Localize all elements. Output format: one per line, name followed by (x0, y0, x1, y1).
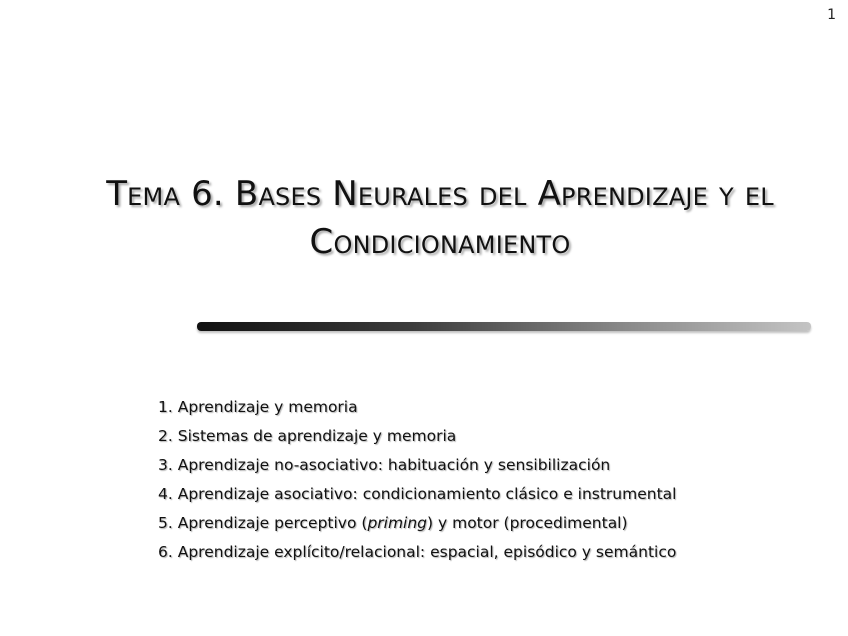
agenda-item-text-italic: priming (367, 514, 428, 532)
page-number: 1 (827, 7, 836, 23)
agenda-item (158, 480, 676, 509)
slide-title-line-2: Condicionamiento (309, 222, 571, 262)
agenda-item (158, 422, 676, 451)
title-divider (197, 322, 811, 331)
agenda-item-number: 2. (158, 427, 173, 445)
agenda-item-number: 4. (158, 485, 173, 503)
agenda-item-number: 1. (158, 398, 173, 416)
agenda-item-text-before: Aprendizaje perceptivo ( (177, 514, 368, 532)
agenda-item (158, 538, 676, 567)
slide-title (40, 170, 840, 266)
agenda-item-text: Aprendizaje explícito/relacional: espacial, episódico y semántico (177, 543, 677, 561)
agenda-item-number: 5. (158, 514, 173, 532)
agenda-item-text: Aprendizaje no-asociativo: habituación y sensibilización (177, 456, 611, 474)
agenda-item-text: Sistemas de aprendizaje y memoria (177, 427, 457, 445)
agenda-item (158, 393, 676, 422)
agenda-item-number: 6. (158, 543, 173, 561)
slide-title-line-1: Tema 6. Bases Neurales del Aprendizaje y el (106, 174, 774, 214)
agenda-item (158, 451, 676, 480)
agenda-item-text-after: ) y motor (procedimental) (427, 514, 628, 532)
agenda-item-text: Aprendizaje asociativo: condicionamiento clásico e instrumental (177, 485, 677, 503)
agenda-list (158, 393, 676, 567)
agenda-item-text: Aprendizaje y memoria (177, 398, 358, 416)
agenda-item-number: 3. (158, 456, 173, 474)
agenda-item (158, 509, 676, 538)
